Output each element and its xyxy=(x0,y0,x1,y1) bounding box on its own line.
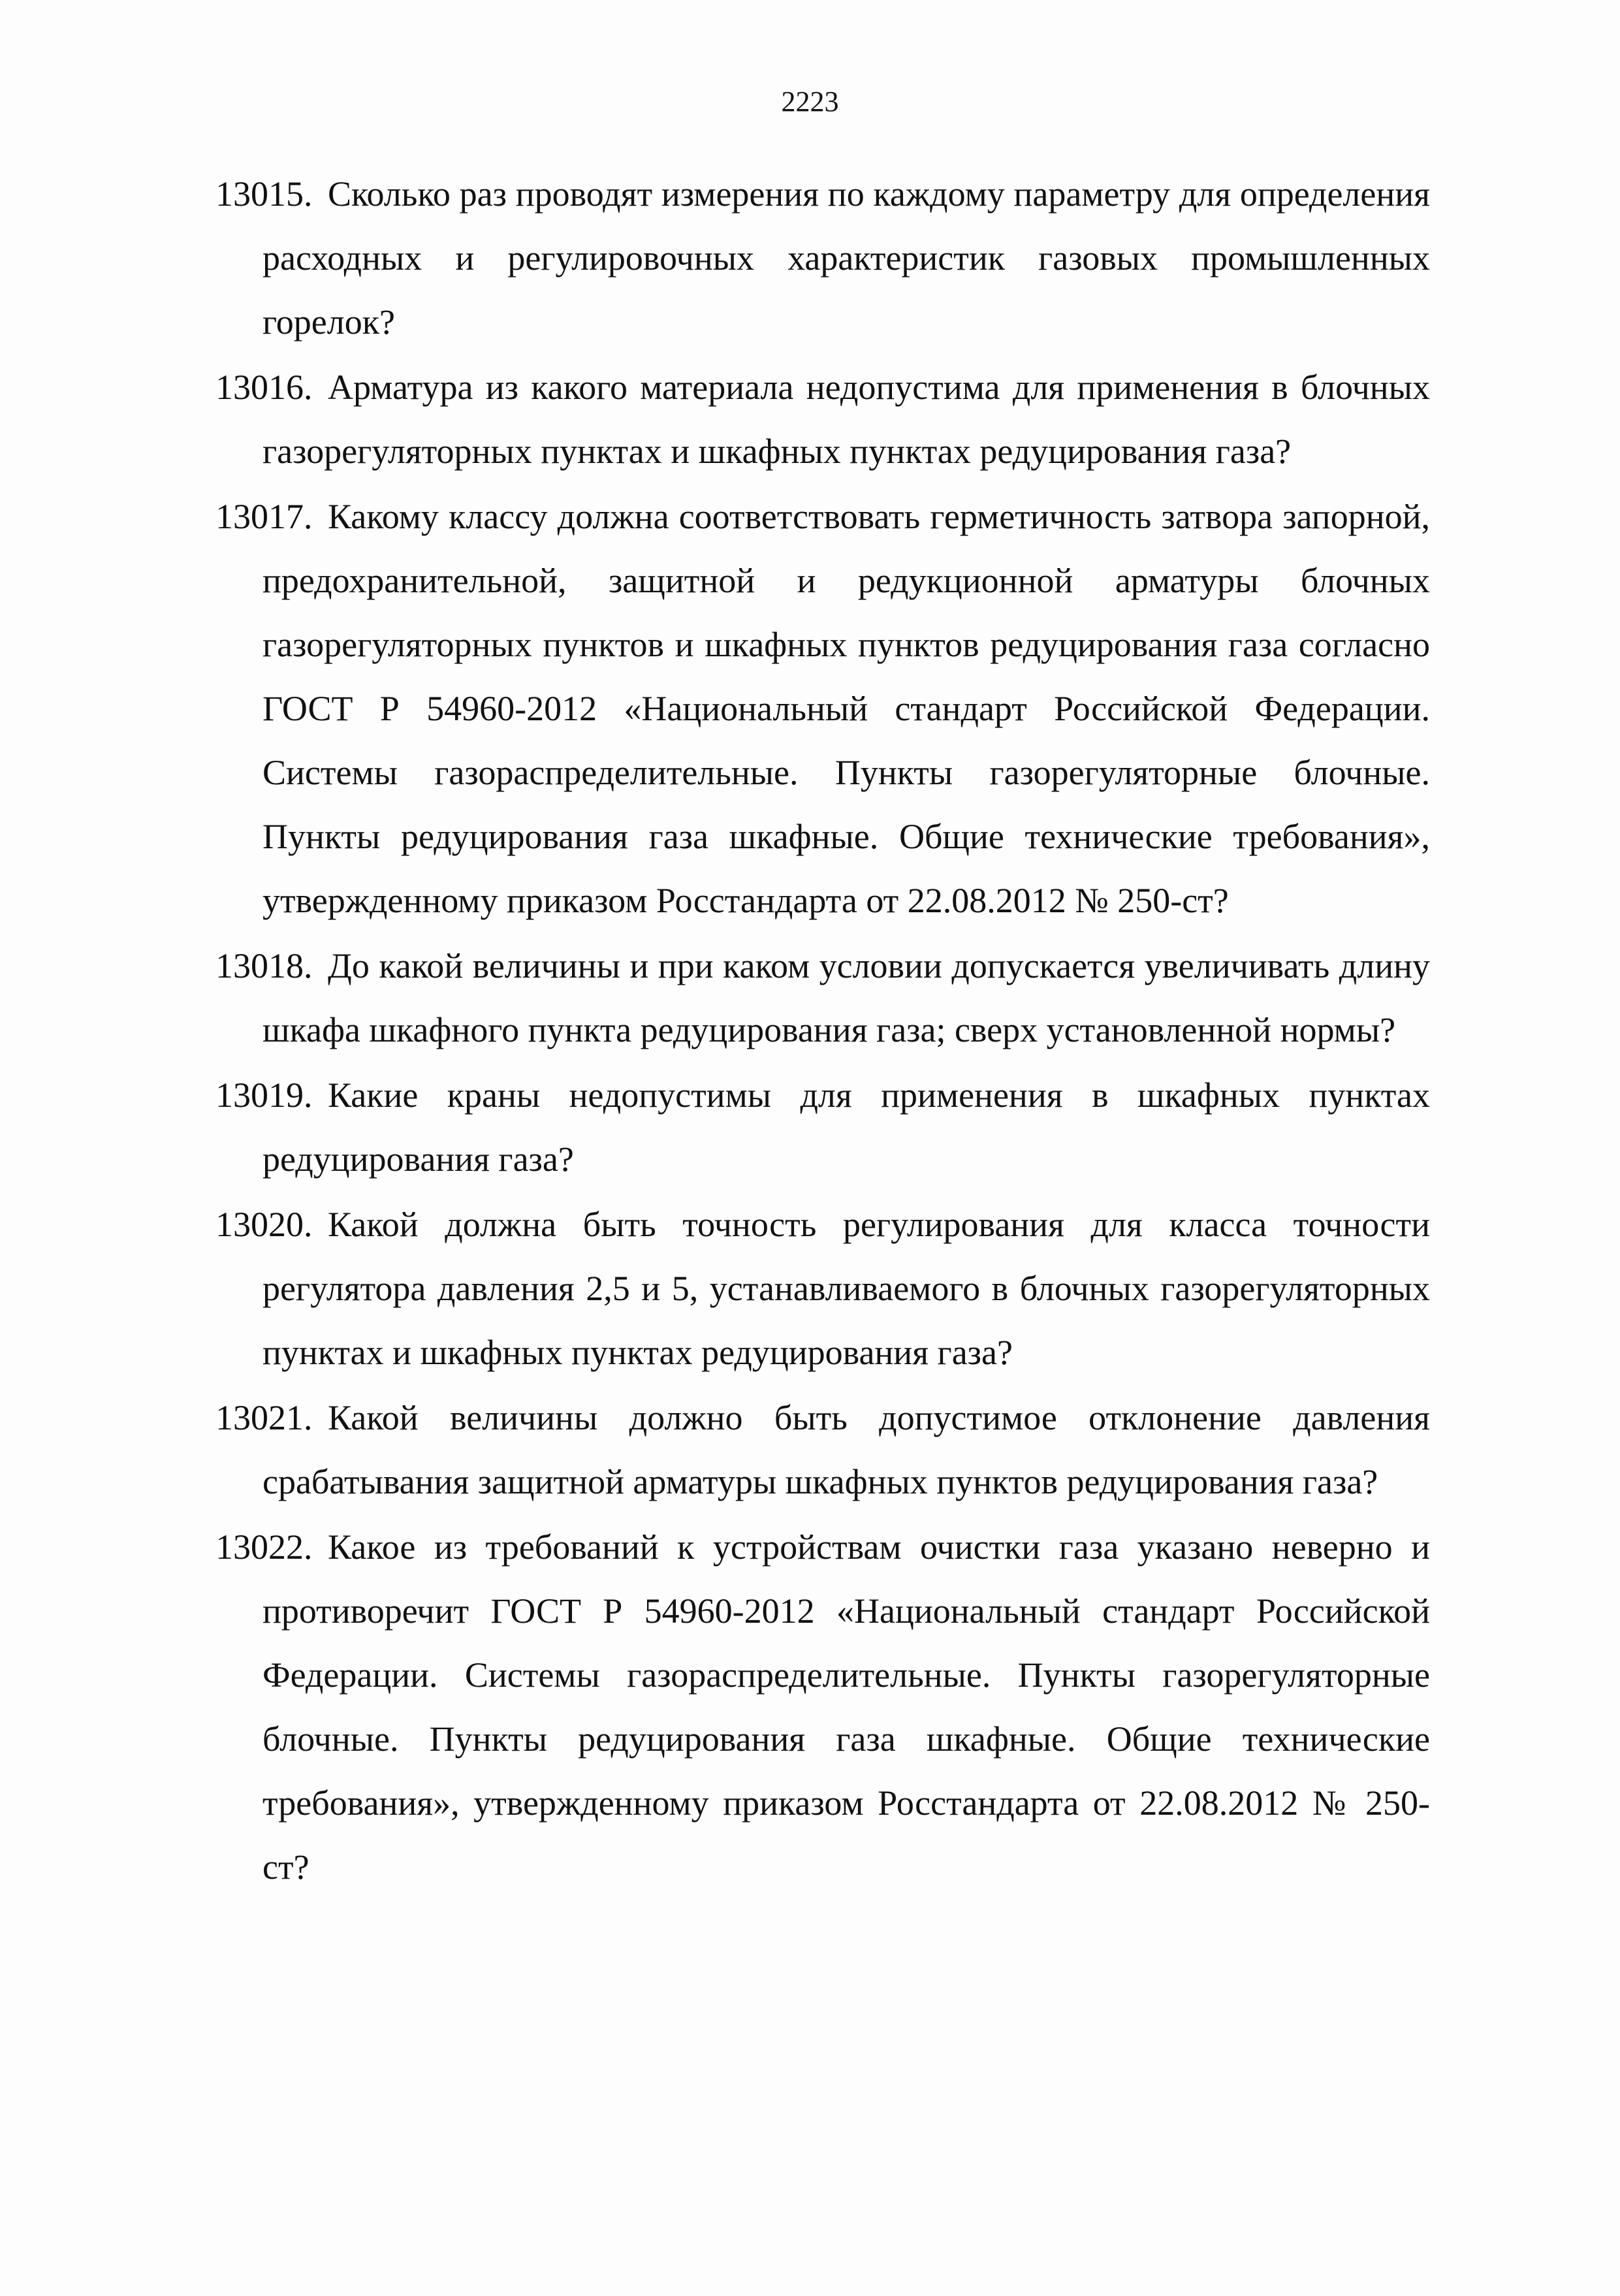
question-text: Какому классу должна соответствовать герметичность затвора запорной, предохранительной, защитной и редукционной арматуры блочных газорегуляторных пунктов и шкафных пунктов редуцирования газа согласно ГОСТ Р 54960-2012 «Национальный стандарт Российской Федерации. Системы газораспределительные. Пункты газорегуляторные блочные. Пункты редуцирования газа шкафные. Общие технические требования», утвержденному приказом Росстандарта от 22.08.2012 № 250-ст? xyxy=(262,497,1430,920)
question-item xyxy=(209,1515,1430,1899)
question-text: Какое из требований к устройствам очистки газа указано неверно и противоречит ГОСТ Р 54960-2012 «Национальный стандарт Российской Федерации. Системы газораспределительные. Пункты газорегуляторные блочные. Пункты редуцирования газа шкафные. Общие технические требования», утвержденному приказом Росстандарта от 22.08.2012 № 250-ст? xyxy=(262,1527,1430,1887)
question-number: 13021. xyxy=(215,1398,313,1437)
question-number: 13016. xyxy=(215,368,313,407)
question-list xyxy=(209,162,1430,1899)
question-number: 13022. xyxy=(215,1527,313,1567)
question-item xyxy=(209,1192,1430,1384)
question-item xyxy=(209,1386,1430,1514)
question-number: 13020. xyxy=(215,1205,313,1244)
question-number: 13018. xyxy=(215,946,313,985)
question-item xyxy=(209,934,1430,1062)
question-item xyxy=(209,1063,1430,1191)
question-number: 13015. xyxy=(215,174,313,214)
page-number: 2223 xyxy=(781,86,839,118)
question-text: Арматура из какого материала недопустима для применения в блочных газорегуляторных пунктах и шкафных пунктах редуцирования газа? xyxy=(262,368,1430,471)
question-number: 13017. xyxy=(215,497,313,536)
question-item xyxy=(209,355,1430,483)
question-text: Какой должна быть точность регулирования для класса точности регулятора давления 2,5 и 5, устанавливаемого в блочных газорегуляторных пунктах и шкафных пунктах редуцирования газа? xyxy=(262,1205,1430,1372)
question-text: Какой величины должно быть допустимое отклонение давления срабатывания защитной арматуры шкафных пунктов редуцирования газа? xyxy=(262,1398,1430,1501)
question-text: До какой величины и при каком условии допускается увеличивать длину шкафа шкафного пункта редуцирования газа; сверх установленной нормы? xyxy=(262,946,1430,1049)
question-item xyxy=(209,162,1430,354)
question-number: 13019. xyxy=(215,1076,313,1115)
question-text: Сколько раз проводят измерения по каждому параметру для определения расходных и регулировочных характеристик газовых промышленных горелок? xyxy=(262,174,1430,342)
question-text: Какие краны недопустимы для применения в шкафных пунктах редуцирования газа? xyxy=(262,1076,1430,1179)
question-item xyxy=(209,485,1430,933)
